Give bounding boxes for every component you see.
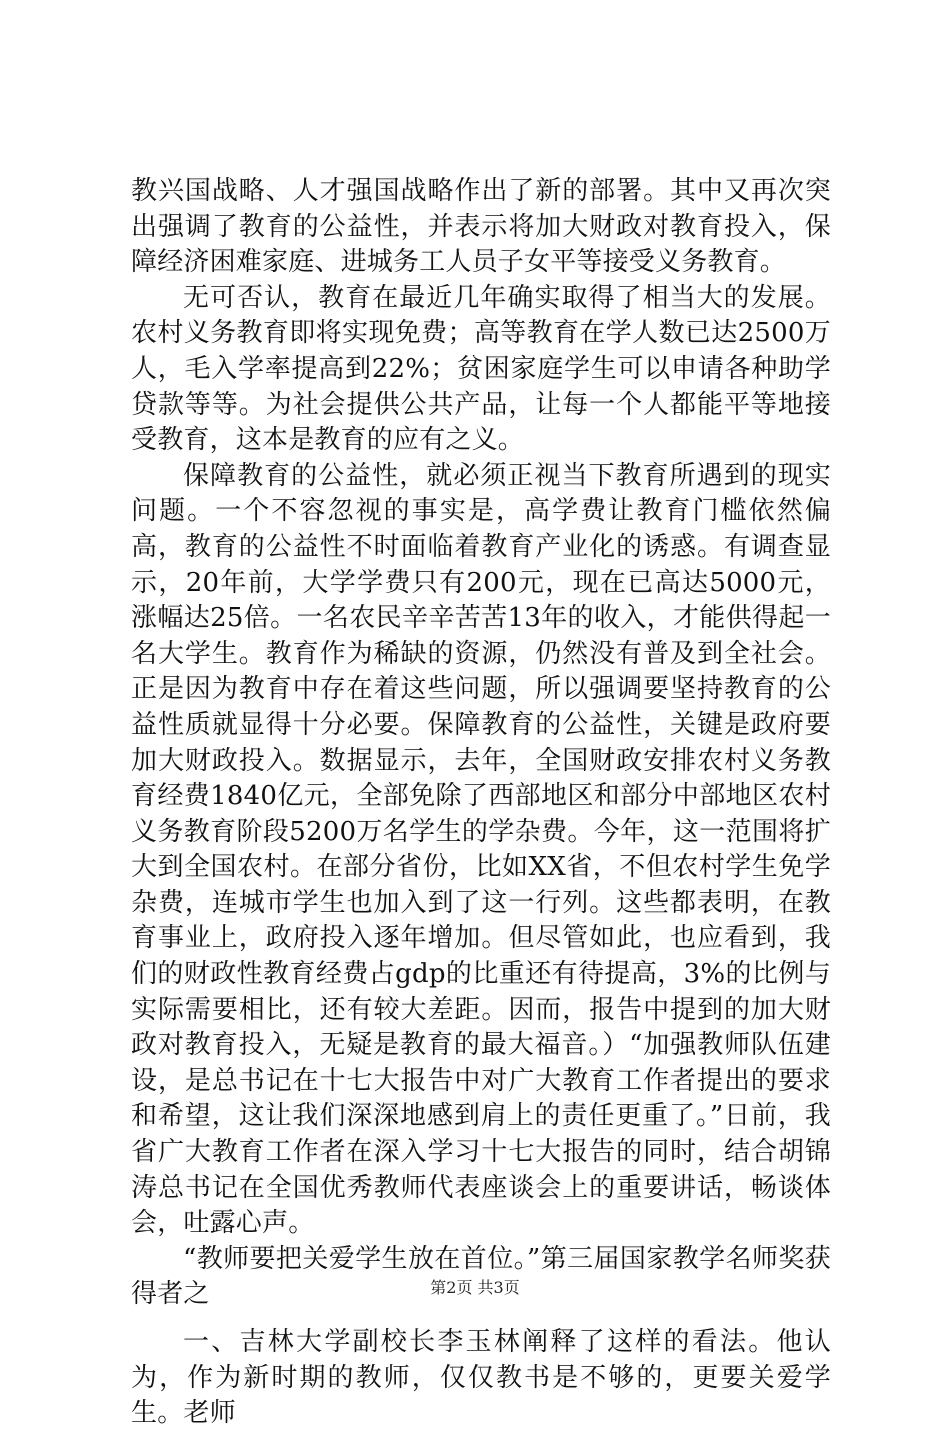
paragraph-3: 保障教育的公益性，就必须正视当下教育所遇到的现实问题。一个不容忽视的事实是，高学费让教育门槛依然偏高，教育的公益性不时面临着教育产业化的诱惑。有调查显示，20年前，大学学费只有200元，现在已高达5000元，涨幅达25倍。一名农民辛辛苦苦13年的收入，才能供得起一名大学生。教育作为稀缺的资源，仍然没有普及到全社会。正是因为教育中存在着这些问题，所以强调要坚持教育的公益性质就显得十分必要。保障教育的公益性，关键是政府要加大财政投入。数据显示，去年，全国财政安排农村义务教育经费1840亿元，全部免除了西部地区和部分中部地区农村义务教育阶段5200万名学生的学杂费。今年，这一范围将扩大到全国农村。在部分省份，比如XX省，不但农村学生免学杂费，连城市学生也加入到了这一行列。这些都表明，在教育事业上，政府投入逐年增加。但尽管如此，也应看到，我们的财政性教育经费占gdp的比重还有待提高，3%的比例与实际需要相比，还有较大差距。因而，报告中提到的加大财政对教育投入，无疑是教育的最大福音。）“加强教师队伍建设，是总书记在十七大报告中对广大教育工作者提出的要求和希望，这让我们深深地感到肩上的责任更重了。”日前，我省广大教育工作者在深入学习十七大报告的同时，结合胡锦涛总书记在全国优秀教师代表座谈会上的重要讲话，畅谈体会，吐露心声。 (131, 460, 831, 1239)
page-number-footer: 第2页 共3页 (430, 1278, 520, 1297)
paragraph-5: 一、吉林大学副校长李玉林阐释了这样的看法。他认为，作为新时期的教师，仅仅教书是不够的，更要关爱学生。老师 (131, 1327, 831, 1429)
paragraph-2: 无可否认，教育在最近几年确实取得了相当大的发展。农村义务教育即将实现免费；高等教育在学人数已达2500万人，毛入学率提高到22%；贫困家庭学生可以申请各种助学贷款等等。为社会提供公共产品，让每一个人都能平等地接受教育，这本是教育的应有之义。 (131, 282, 831, 456)
document-body (131, 174, 831, 1432)
paragraph-1: 教兴国战略、人才强国战略作出了新的部署。其中又再次突出强调了教育的公益性，并表示将加大财政对教育投入，保障经济困难家庭、进城务工人员子女平等接受义务教育。 (131, 176, 831, 278)
paragraph-4: “教师要把关爱学生放在首位。”第三届国家教学名师奖获得者之 (131, 1243, 831, 1310)
